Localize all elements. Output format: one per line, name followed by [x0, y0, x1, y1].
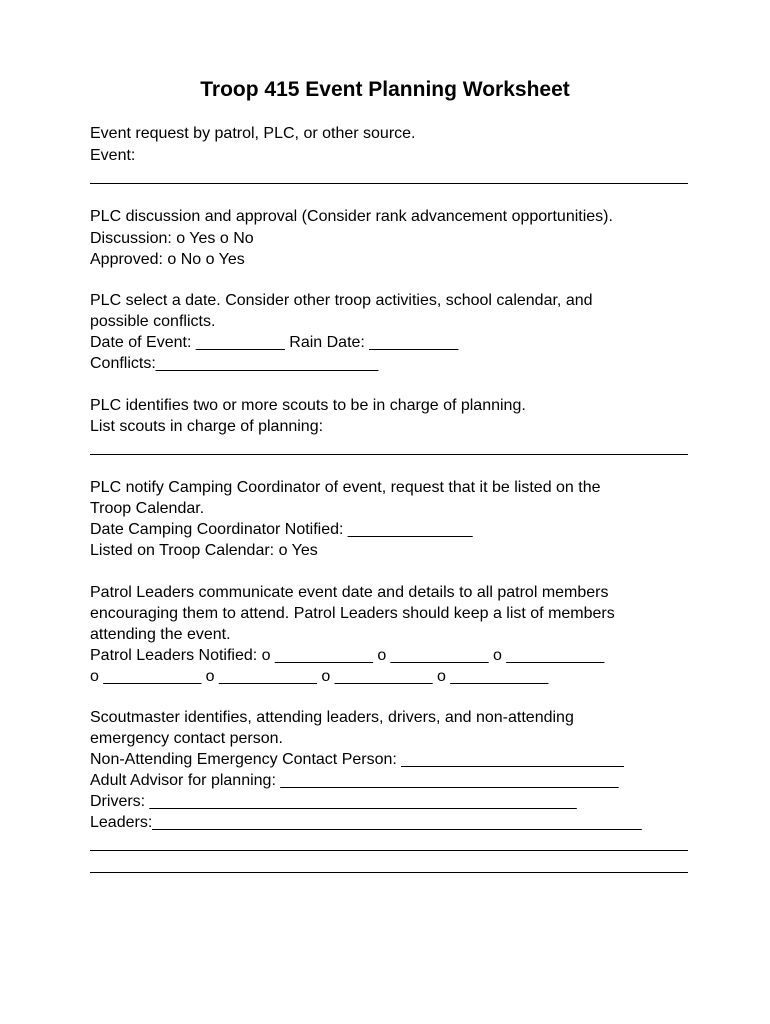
patrol-leaders-notified-field[interactable]: Patrol Leaders Notified: o ___________ o ___________ o ___________: [90, 647, 605, 664]
plc-notify-text-cont: Troop Calendar.: [90, 500, 205, 517]
plc-select-date-text-cont: possible conflicts.: [90, 313, 216, 330]
patrol-leaders-text-cont2: attending the event.: [90, 626, 231, 643]
patrol-leaders-text: Patrol Leaders communicate event date and details to all patrol members: [90, 584, 609, 601]
leaders-blank-line-1[interactable]: [90, 850, 688, 851]
conflicts-field[interactable]: Conflicts:_________________________: [90, 355, 379, 372]
scoutmaster-identifies-text-cont: emergency contact person.: [90, 730, 283, 747]
drivers-field[interactable]: Drivers: ________________________________________________: [90, 793, 577, 810]
event-request-text: Event request by patrol, PLC, or other source.: [90, 125, 416, 142]
page-title: Troop 415 Event Planning Worksheet: [200, 78, 570, 101]
discussion-checkbox-line[interactable]: Discussion: o Yes o No: [90, 230, 254, 247]
plc-select-date-text: PLC select a date. Consider other troop activities, school calendar, and: [90, 292, 593, 309]
approved-checkbox-line[interactable]: Approved: o No o Yes: [90, 251, 245, 268]
scouts-blank-line[interactable]: [90, 454, 688, 455]
event-label: Event:: [90, 147, 136, 164]
list-scouts-label: List scouts in charge of planning:: [90, 418, 324, 435]
patrol-leaders-notified-field-cont[interactable]: o ___________ o ___________ o ___________ o ___________: [90, 668, 549, 685]
coordinator-notified-field[interactable]: Date Camping Coordinator Notified: ______________: [90, 521, 473, 538]
plc-discussion-text: PLC discussion and approval (Consider rank advancement opportunities).: [90, 208, 613, 225]
date-of-event-field[interactable]: Date of Event: __________ Rain Date: __________: [90, 334, 459, 351]
event-blank-line[interactable]: [90, 183, 688, 184]
leaders-blank-line-2[interactable]: [90, 872, 688, 873]
listed-on-calendar-checkbox[interactable]: Listed on Troop Calendar: o Yes: [90, 542, 318, 559]
plc-notify-text: PLC notify Camping Coordinator of event, request that it be listed on the: [90, 479, 601, 496]
adult-advisor-field[interactable]: Adult Advisor for planning: ______________________________________: [90, 772, 619, 789]
scoutmaster-identifies-text: Scoutmaster identifies, attending leaders, drivers, and non-attending: [90, 709, 574, 726]
leaders-field[interactable]: Leaders:_______________________________________________________: [90, 814, 642, 831]
patrol-leaders-text-cont: encouraging them to attend. Patrol Leaders should keep a list of members: [90, 605, 615, 622]
plc-identifies-scouts-text: PLC identifies two or more scouts to be in charge of planning.: [90, 397, 526, 414]
emergency-contact-field[interactable]: Non-Attending Emergency Contact Person: _________________________: [90, 751, 624, 768]
